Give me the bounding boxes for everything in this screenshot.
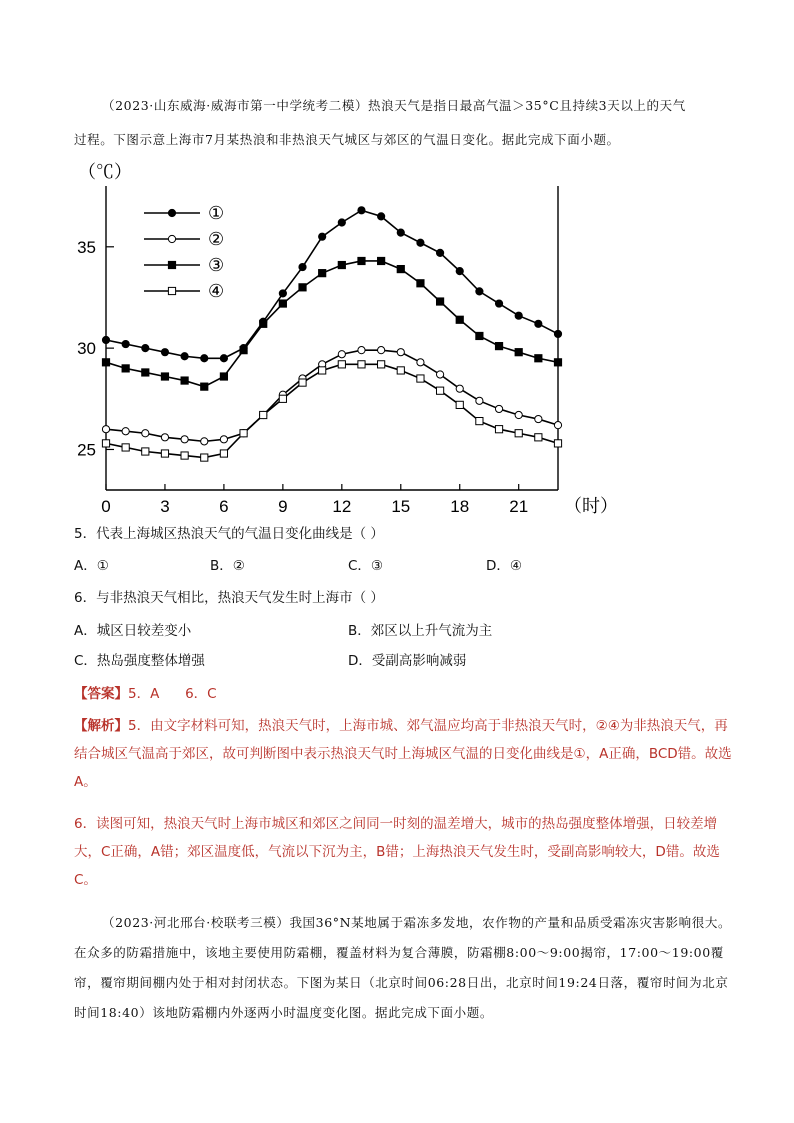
legend-label-3: ③	[208, 255, 225, 275]
answer-text: 5．A 6．C	[128, 686, 217, 702]
analysis-tag: 【解析】	[74, 718, 128, 734]
series-1-point	[436, 249, 443, 256]
series-4-point	[220, 450, 227, 457]
series-3-point	[319, 270, 326, 277]
q6-option-a[interactable]: A．城区日较差变小	[74, 623, 192, 639]
series-3-point	[338, 261, 345, 268]
series-3-point	[260, 320, 267, 327]
series-4-point	[535, 434, 542, 441]
legend-marker-1	[168, 209, 175, 216]
series-1-point	[358, 207, 365, 214]
q5-option-c[interactable]: C．③	[348, 558, 384, 574]
series-3-point	[397, 265, 404, 272]
series-4-point	[378, 361, 385, 368]
series-3-point	[220, 373, 227, 380]
series-4-point	[436, 387, 443, 394]
series-2-point	[122, 428, 129, 435]
q5-option-b[interactable]: B．②	[210, 558, 245, 574]
x-tick-label: 12	[332, 497, 352, 516]
legend-label-2: ②	[208, 229, 225, 249]
series-1-point	[220, 355, 227, 362]
series-1-point	[495, 300, 502, 307]
series-2-point	[554, 422, 561, 429]
intro-2: （2023·河北邢台·校联考三模）我国36°N某地属于霜冻多发地，农作物的产量和品质受霜冻灾害影响很大。在众多的防霜措施中，该地主要使用防霜棚，覆盖材料为复合薄膜，防霜棚8:00～9:00揭帘，17:00～19:00覆帘，覆帘期间棚内处于相对封闭状态。下图为某日（北京时间06:28日出，北京时间19:24日落，覆帘时间为北京时间18:40）该地防霜棚内外逐两小时温度变化图。据此完成下面小题。	[74, 915, 732, 1020]
series-4-point	[495, 426, 502, 433]
x-tick-label: 21	[509, 497, 529, 516]
series-4-point	[397, 367, 404, 374]
series-2-point	[417, 359, 424, 366]
series-2-point	[456, 385, 463, 392]
series-2-point	[476, 397, 483, 404]
series-1-point	[456, 268, 463, 275]
series-2-point	[397, 349, 404, 356]
series-2-point	[535, 415, 542, 422]
series-line-2	[106, 350, 558, 441]
question-6-stem: 6．与非热浪天气相比，热浪天气发生时上海市（ ）	[74, 590, 384, 606]
series-3-point	[535, 355, 542, 362]
series-4-point	[181, 452, 188, 459]
series-4-point	[161, 450, 168, 457]
series-2-point	[201, 438, 208, 445]
series-3-point	[122, 365, 129, 372]
series-1-point	[476, 288, 483, 295]
series-1-point	[515, 312, 522, 319]
y-axis-label: （℃）	[78, 162, 132, 182]
series-1-point	[181, 353, 188, 360]
series-3-point	[181, 377, 188, 384]
series-3-point	[495, 343, 502, 350]
x-tick-label: 3	[160, 497, 170, 516]
series-2-point	[515, 411, 522, 418]
series-4-point	[122, 444, 129, 451]
series-1-point	[161, 349, 168, 356]
series-4-point	[240, 430, 247, 437]
intro-line-2: 过程。下图示意上海市7月某热浪和非热浪天气城区与郊区的气温日变化。据此完成下面小题。	[74, 132, 620, 147]
series-4-point	[554, 440, 561, 447]
series-2-point	[495, 405, 502, 412]
series-2-point	[378, 347, 385, 354]
series-1-point	[554, 330, 561, 337]
series-1-point	[397, 229, 404, 236]
q6-option-b[interactable]: B．郊区以上升气流为主	[348, 623, 493, 639]
series-4-point	[279, 395, 286, 402]
series-3-point	[279, 300, 286, 307]
series-2-point	[338, 351, 345, 358]
series-3-point	[456, 316, 463, 323]
x-axis-label: （时）	[564, 496, 618, 516]
series-1-point	[279, 290, 286, 297]
series-4-point	[260, 411, 267, 418]
series-1-point	[122, 340, 129, 347]
series-3-point	[299, 284, 306, 291]
series-1-point	[299, 263, 306, 270]
series-1-point	[338, 219, 345, 226]
series-1-point	[378, 213, 385, 220]
legend-label-1: ①	[208, 203, 225, 223]
x-tick-label: 6	[219, 497, 229, 516]
q6-option-d[interactable]: D．受副高影响减弱	[348, 653, 467, 669]
series-3-point	[378, 257, 385, 264]
series-1-point	[535, 320, 542, 327]
y-tick-label: 25	[77, 440, 96, 460]
question-5-stem: 5．代表上海城区热浪天气的气温日变化曲线是（ ）	[74, 526, 384, 542]
series-4-point	[358, 361, 365, 368]
analysis-paragraph-1	[74, 712, 734, 796]
series-4-point	[299, 379, 306, 386]
legend-label-4: ④	[208, 281, 225, 301]
series-1-point	[417, 239, 424, 246]
series-4-point	[142, 448, 149, 455]
series-3-point	[358, 257, 365, 264]
legend-marker-3	[168, 261, 175, 268]
series-4-point	[456, 401, 463, 408]
legend-marker-2	[168, 235, 175, 242]
series-1-point	[319, 233, 326, 240]
series-4-point	[417, 375, 424, 382]
series-4-point	[102, 440, 109, 447]
x-tick-label: 15	[391, 497, 411, 516]
q5-option-a[interactable]: A．①	[74, 558, 109, 574]
series-4-point	[476, 417, 483, 424]
series-line-1	[106, 210, 558, 358]
series-4-point	[201, 454, 208, 461]
analysis-text-5: 5．由文字材料可知，热浪天气时，上海市城、郊气温应均高于非热浪天气时，②④为非热浪天气，再结合城区气温高于郊区，故可判断图中表示热浪天气时上海城区气温的日变化曲线是①，A正确，BCD错。故选A。	[74, 718, 732, 790]
series-2-point	[220, 436, 227, 443]
series-4-point	[515, 430, 522, 437]
series-3-point	[515, 349, 522, 356]
x-tick-label: 9	[278, 497, 288, 516]
series-3-point	[476, 332, 483, 339]
q6-option-c[interactable]: C．热岛强度整体增强	[74, 653, 205, 669]
series-1-point	[102, 336, 109, 343]
series-3-point	[554, 359, 561, 366]
y-tick-label: 35	[77, 237, 96, 257]
series-1-point	[142, 345, 149, 352]
series-3-point	[436, 298, 443, 305]
series-2-point	[436, 371, 443, 378]
temperature-chart	[74, 158, 634, 522]
series-2-point	[358, 347, 365, 354]
series-3-point	[142, 369, 149, 376]
x-tick-label: 0	[101, 497, 111, 516]
series-3-point	[417, 280, 424, 287]
q5-option-d[interactable]: D．④	[486, 558, 522, 574]
series-3-point	[161, 373, 168, 380]
y-tick-label: 30	[77, 339, 96, 359]
legend-marker-4	[168, 287, 175, 294]
intro-line-1: （2023·山东威海·威海市第一中学统考二模）热浪天气是指日最高气温＞35°C且持续3天以上的天气	[102, 98, 686, 113]
analysis-paragraph-2: 6．读图可知，热浪天气时上海市城区和郊区之间同一时刻的温差增大，城市的热岛强度整体增强，日较差增大，C正确，A错；郊区温度低，气流以下沉为主，B错；上海热浪天气发生时，受副高影响较大，D错。故选C。	[74, 816, 720, 888]
x-tick-label: 18	[450, 497, 470, 516]
series-2-point	[181, 436, 188, 443]
series-1-point	[201, 355, 208, 362]
series-2-point	[102, 426, 109, 433]
series-4-point	[338, 361, 345, 368]
series-3-point	[102, 359, 109, 366]
series-3-point	[201, 383, 208, 390]
series-2-point	[142, 430, 149, 437]
series-4-point	[319, 367, 326, 374]
answer-line	[74, 680, 734, 708]
series-2-point	[161, 434, 168, 441]
answer-tag: 【答案】	[74, 686, 128, 702]
series-3-point	[240, 347, 247, 354]
